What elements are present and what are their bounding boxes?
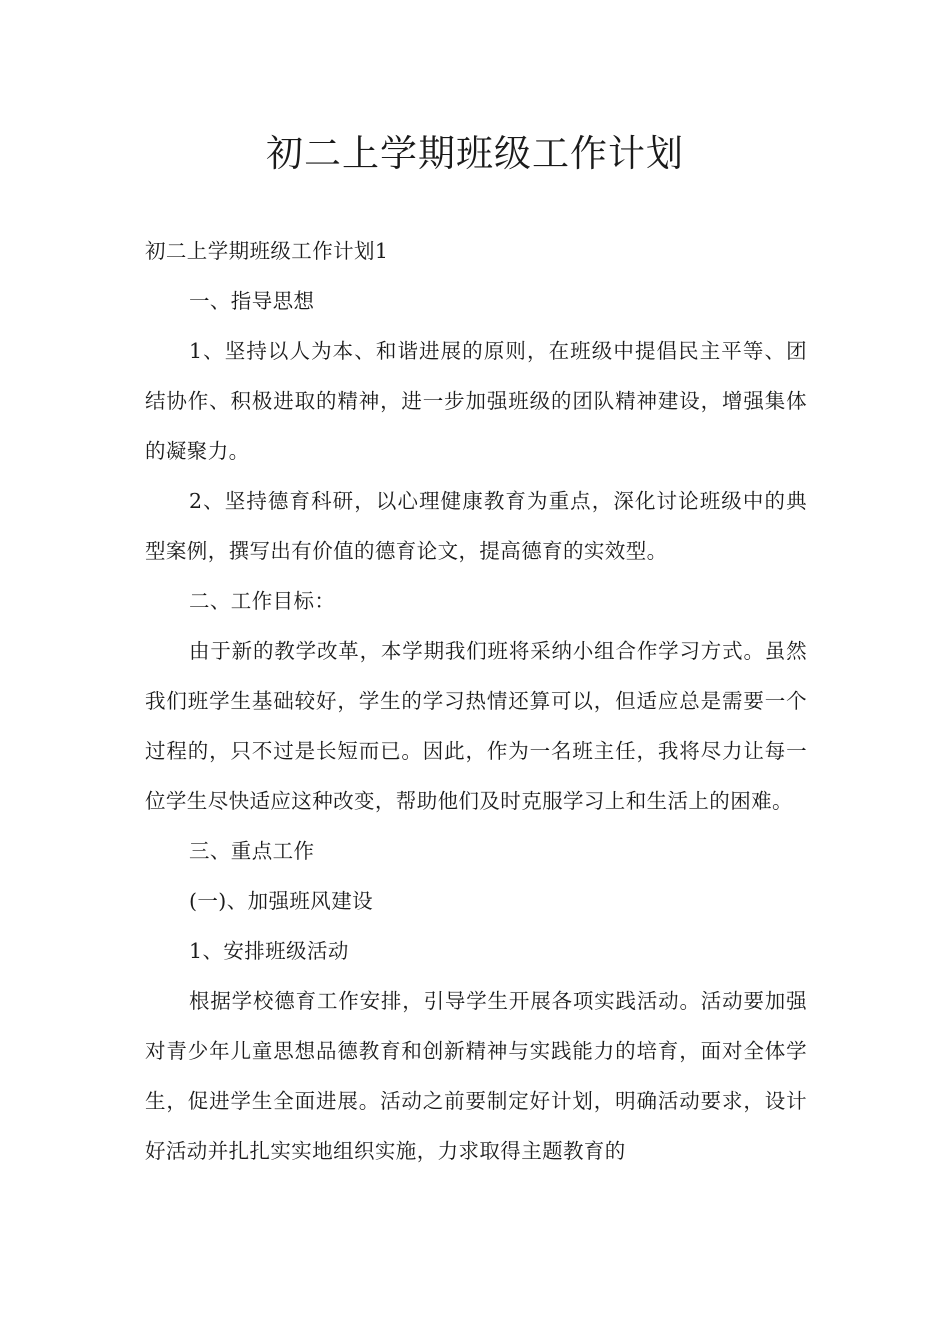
paragraph-heading-key-work: 三、重点工作 [189, 839, 315, 863]
paragraph-work-goals-body: 由于新的教学改革，本学期我们班将采纳小组合作学习方式。虽然我们班学生基础较好，学生的学习热情还算可以，但适应总是需要一个过程的，只不过是长短而已。因此，作为一名班主任，我将尽力让每一位学生尽快适应这种改变，帮助他们及时克服学习上和生活上的困难。 [145, 639, 807, 813]
paragraph-item-2: 2、坚持德育科研，以心理健康教育为重点，深化讨论班级中的典型案例，撰写出有价值的德育论文，提高德育的实效型。 [145, 489, 807, 563]
paragraph-heading-work-goals: 二、工作目标： [189, 589, 336, 613]
paragraph-subheading-activities: 1、安排班级活动 [189, 939, 349, 963]
paragraph-activities-body: 根据学校德育工作安排，引导学生开展各项实践活动。活动要加强对青少年儿童思想品德教育和创新精神与实践能力的培育，面对全体学生，促进学生全面进展。活动之前要制定好计划，明确活动要求，设计好活动并扎扎实实地组织实施，力求取得主题教育的 [145, 989, 807, 1163]
paragraph-item-1: 1、坚持以人为本、和谐进展的原则，在班级中提倡民主平等、团结协作、积极进取的精神，进一步加强班级的团队精神建设，增强集体的凝聚力。 [145, 339, 807, 463]
document-title: 初二上学期班级工作计划 [266, 132, 684, 175]
document-body [145, 226, 807, 1176]
paragraph-subtitle: 初二上学期班级工作计划1 [145, 239, 389, 263]
paragraph-heading-guiding-ideology: 一、指导思想 [189, 289, 315, 313]
paragraph-subheading-class-style: (一)、加强班风建设 [189, 889, 373, 913]
